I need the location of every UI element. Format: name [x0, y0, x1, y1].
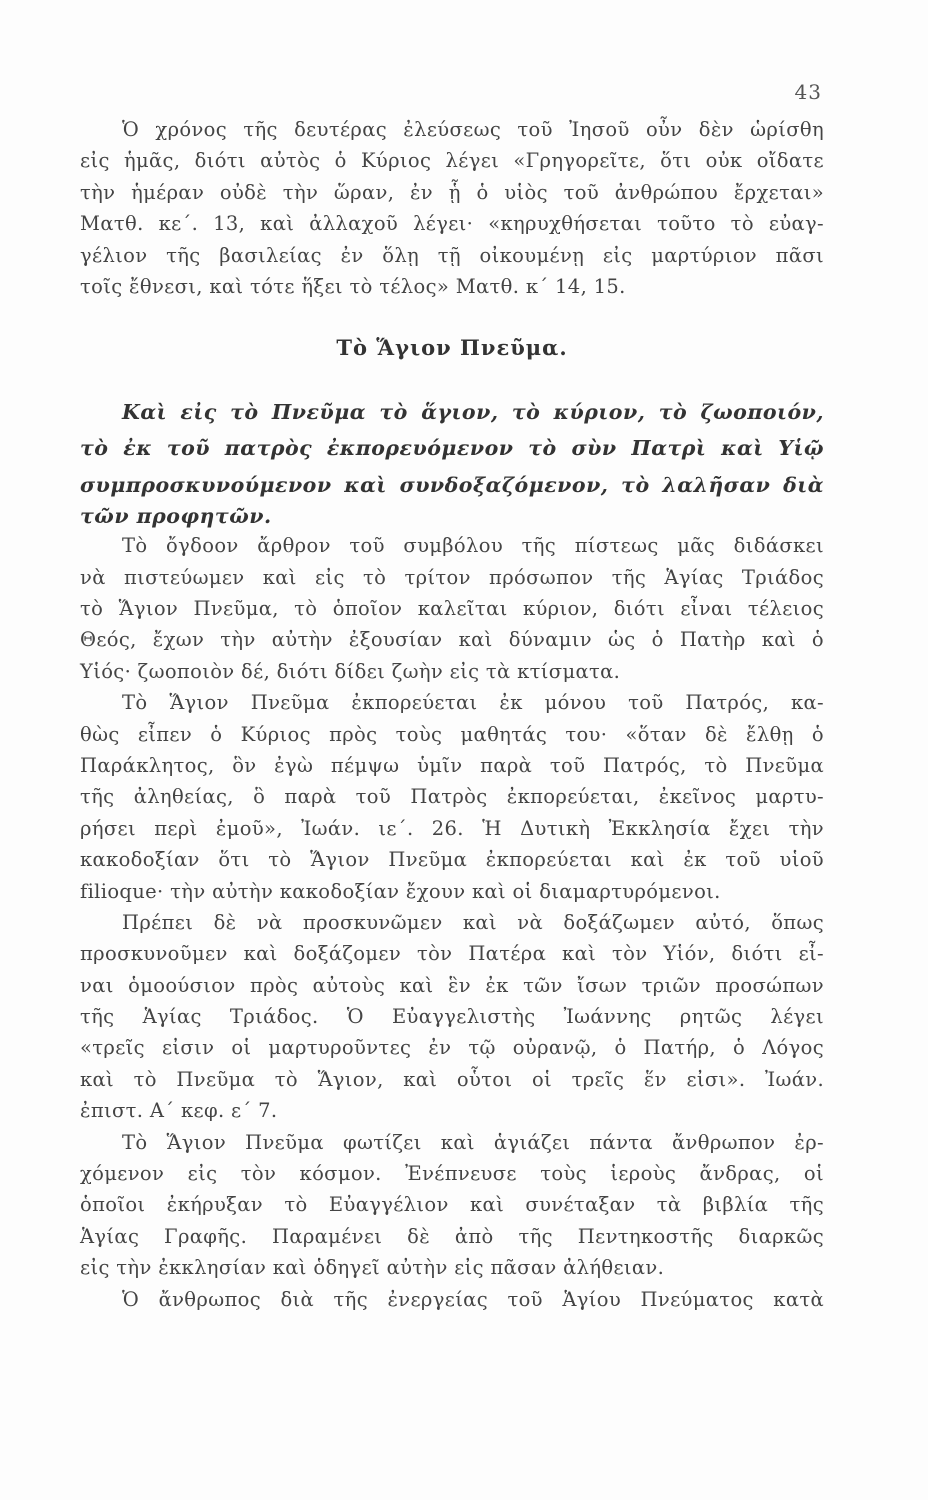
text-line: ρήσει περὶ ἐμοῦ», Ἰωάν. ιε΄. 26. Ἡ Δυτικὴ Ἐκκλησία ἔχει τὴν	[80, 816, 824, 840]
page-number: 43	[794, 80, 822, 104]
text-line: Παράκλητος, ὃν ἐγὼ πέμψω ὑμῖν παρὰ τοῦ Πατρός, τὸ Πνεῦμα	[80, 753, 824, 777]
text-line: Τὸ Ἅγιον Πνεῦμα ἐκπορεύεται ἐκ μόνου τοῦ Πατρός, κα-	[122, 691, 824, 715]
text-line: Ἁγίας Γραφῆς. Παραμένει δὲ ἀπὸ τῆς Πεντηκοστῆς διαρκῶς	[80, 1224, 824, 1248]
creed-line: Καὶ εἰς τὸ Πνεῦμα τὸ ἅγιον, τὸ κύριον, τὸ ζωοποιόν,	[122, 399, 824, 424]
text-line: καὶ τὸ Πνεῦμα τὸ Ἅγιον, καὶ οὗτοι οἱ τρεῖς ἕν εἰσι». Ἰωάν.	[80, 1067, 824, 1091]
text-line: χόμενον εἰς τὸν κόσμον. Ἐνέπνευσε τοὺς ἱεροὺς ἄνδρας, οἱ	[80, 1162, 824, 1186]
creed-line: τῶν προφητῶν.	[80, 504, 272, 529]
paragraph-worship	[80, 907, 824, 1127]
creed-line: συμπροσκυνούμενον καὶ συνδοξαζόμενον, τὸ λαλῆσαν διὰ	[80, 472, 824, 497]
text-line: τῆς ἀληθείας, ὃ παρὰ τοῦ Πατρὸς ἐκπορεύεται, ἐκεῖνος μαρτυ-	[80, 785, 824, 809]
text-line: «τρεῖς εἰσιν οἱ μαρτυροῦντες ἐν τῷ οὐρανῷ, ὁ Πατήρ, ὁ Λόγος	[80, 1036, 824, 1060]
creed-article	[80, 394, 824, 531]
text-line: Ματθ. κε΄. 13, καὶ ἀλλαχοῦ λέγει· «κηρυχθήσεται τοῦτο τὸ εὐαγ-	[80, 212, 824, 236]
text-line: προσκυνοῦμεν καὶ δοξάζομεν τὸν Πατέρα καὶ τὸν Υἱόν, διότι εἶ-	[80, 942, 824, 966]
page-body	[80, 114, 824, 1315]
text-line: γέλιον τῆς βασιλείας ἐν ὅλῃ τῇ οἰκουμένῃ εἰς μαρτύριον πᾶσι	[80, 243, 824, 267]
text-line: Τὸ ὄγδοον ἄρθρον τοῦ συμβόλου τῆς πίστεως μᾶς διδάσκει	[122, 534, 824, 558]
text-line: Ὁ χρόνος τῆς δευτέρας ἐλεύσεως τοῦ Ἰησοῦ οὖν δὲν ὡρίσθη	[122, 118, 824, 141]
text-line: κακοδοξίαν ὅτι τὸ Ἅγιον Πνεῦμα ἐκπορεύεται καὶ ἐκ τοῦ υἱοῦ	[80, 848, 824, 872]
creed-line: τὸ ἐκ τοῦ πατρὸς ἐκπορευόμενον τὸ σὺν Πατρὶ καὶ Υἱῷ	[80, 436, 824, 461]
text-line: Τὸ Ἅγιον Πνεῦμα φωτίζει καὶ ἁγιάζει πάντα ἄνθρωπον ἐρ-	[122, 1130, 824, 1154]
text-line: τὸ Ἅγιον Πνεῦμα, τὸ ὁποῖον καλεῖται κύριον, διότι εἶναι τέλειος	[80, 597, 824, 621]
text-line: εἰς τὴν ἐκκλησίαν καὶ ὁδηγεῖ αὐτὴν εἰς πᾶσαν ἀλήθειαν.	[80, 1256, 665, 1280]
text-line: τὴν ἡμέραν οὐδὲ τὴν ὥραν, ἐν ᾗ ὁ υἱὸς τοῦ ἀνθρώπου ἔρχεται»	[80, 180, 824, 204]
text-line: Πρέπει δὲ νὰ προσκυνῶμεν καὶ νὰ δοξάζωμεν αὐτό, ὅπως	[122, 910, 824, 934]
text-line: ἐπιστ. Α΄ κεφ. ε΄ 7.	[80, 1099, 278, 1123]
text-line: νὰ πιστεύωμεν καὶ εἰς τὸ τρίτον πρόσωπον τῆς Ἁγίας Τριάδος	[80, 565, 824, 589]
text-line: Υἱός· ζωοποιὸν δέ, διότι δίδει ζωὴν εἰς τὰ κτίσματα.	[80, 659, 621, 683]
paragraph-eighth-article	[80, 530, 824, 687]
text-line: τῆς Ἁγίας Τριάδος. Ὁ Εὐαγγελιστὴς Ἰωάννης ρητῶς λέγει	[80, 1005, 824, 1029]
text-line: εἰς ἡμᾶς, διότι αὐτὸς ὁ Κύριος λέγει «Γρηγορεῖτε, ὅτι οὐκ οἴδατε	[80, 149, 824, 173]
paragraph-procession	[80, 687, 824, 907]
paragraph-illumination	[80, 1127, 824, 1284]
text-line: Θεός, ἔχων τὴν αὐτὴν ἐξουσίαν καὶ δύναμιν ὡς ὁ Πατὴρ καὶ ὁ	[80, 628, 824, 652]
text-line: filioque· τὴν αὐτὴν κακοδοξίαν ἔχουν καὶ οἱ διαμαρτυρόμενοι.	[80, 879, 721, 903]
section-heading: Τὸ Ἅγιον Πνεῦμα.	[336, 335, 568, 361]
paragraph-continuation	[80, 1284, 824, 1315]
text-line: θὼς εἶπεν ὁ Κύριος πρὸς τοὺς μαθητάς του· «ὅταν δὲ ἔλθῃ ὁ	[80, 722, 824, 746]
text-line: Ὁ ἄνθρωπος διὰ τῆς ἐνεργείας τοῦ Ἁγίου Πνεύματος κατὰ	[122, 1287, 824, 1311]
text-line: ὁποῖοι ἐκήρυξαν τὸ Εὐαγγέλιον καὶ συνέταξαν τὰ βιβλία τῆς	[80, 1193, 824, 1217]
text-line: ναι ὁμοούσιον πρὸς αὐτοὺς καὶ ἓν ἐκ τῶν ἴσων τριῶν προσώπων	[80, 973, 824, 997]
paragraph-second-coming	[80, 114, 824, 302]
text-line: τοῖς ἔθνεσι, καὶ τότε ἥξει τὸ τέλος» Ματθ. κ΄ 14, 15.	[80, 274, 626, 298]
